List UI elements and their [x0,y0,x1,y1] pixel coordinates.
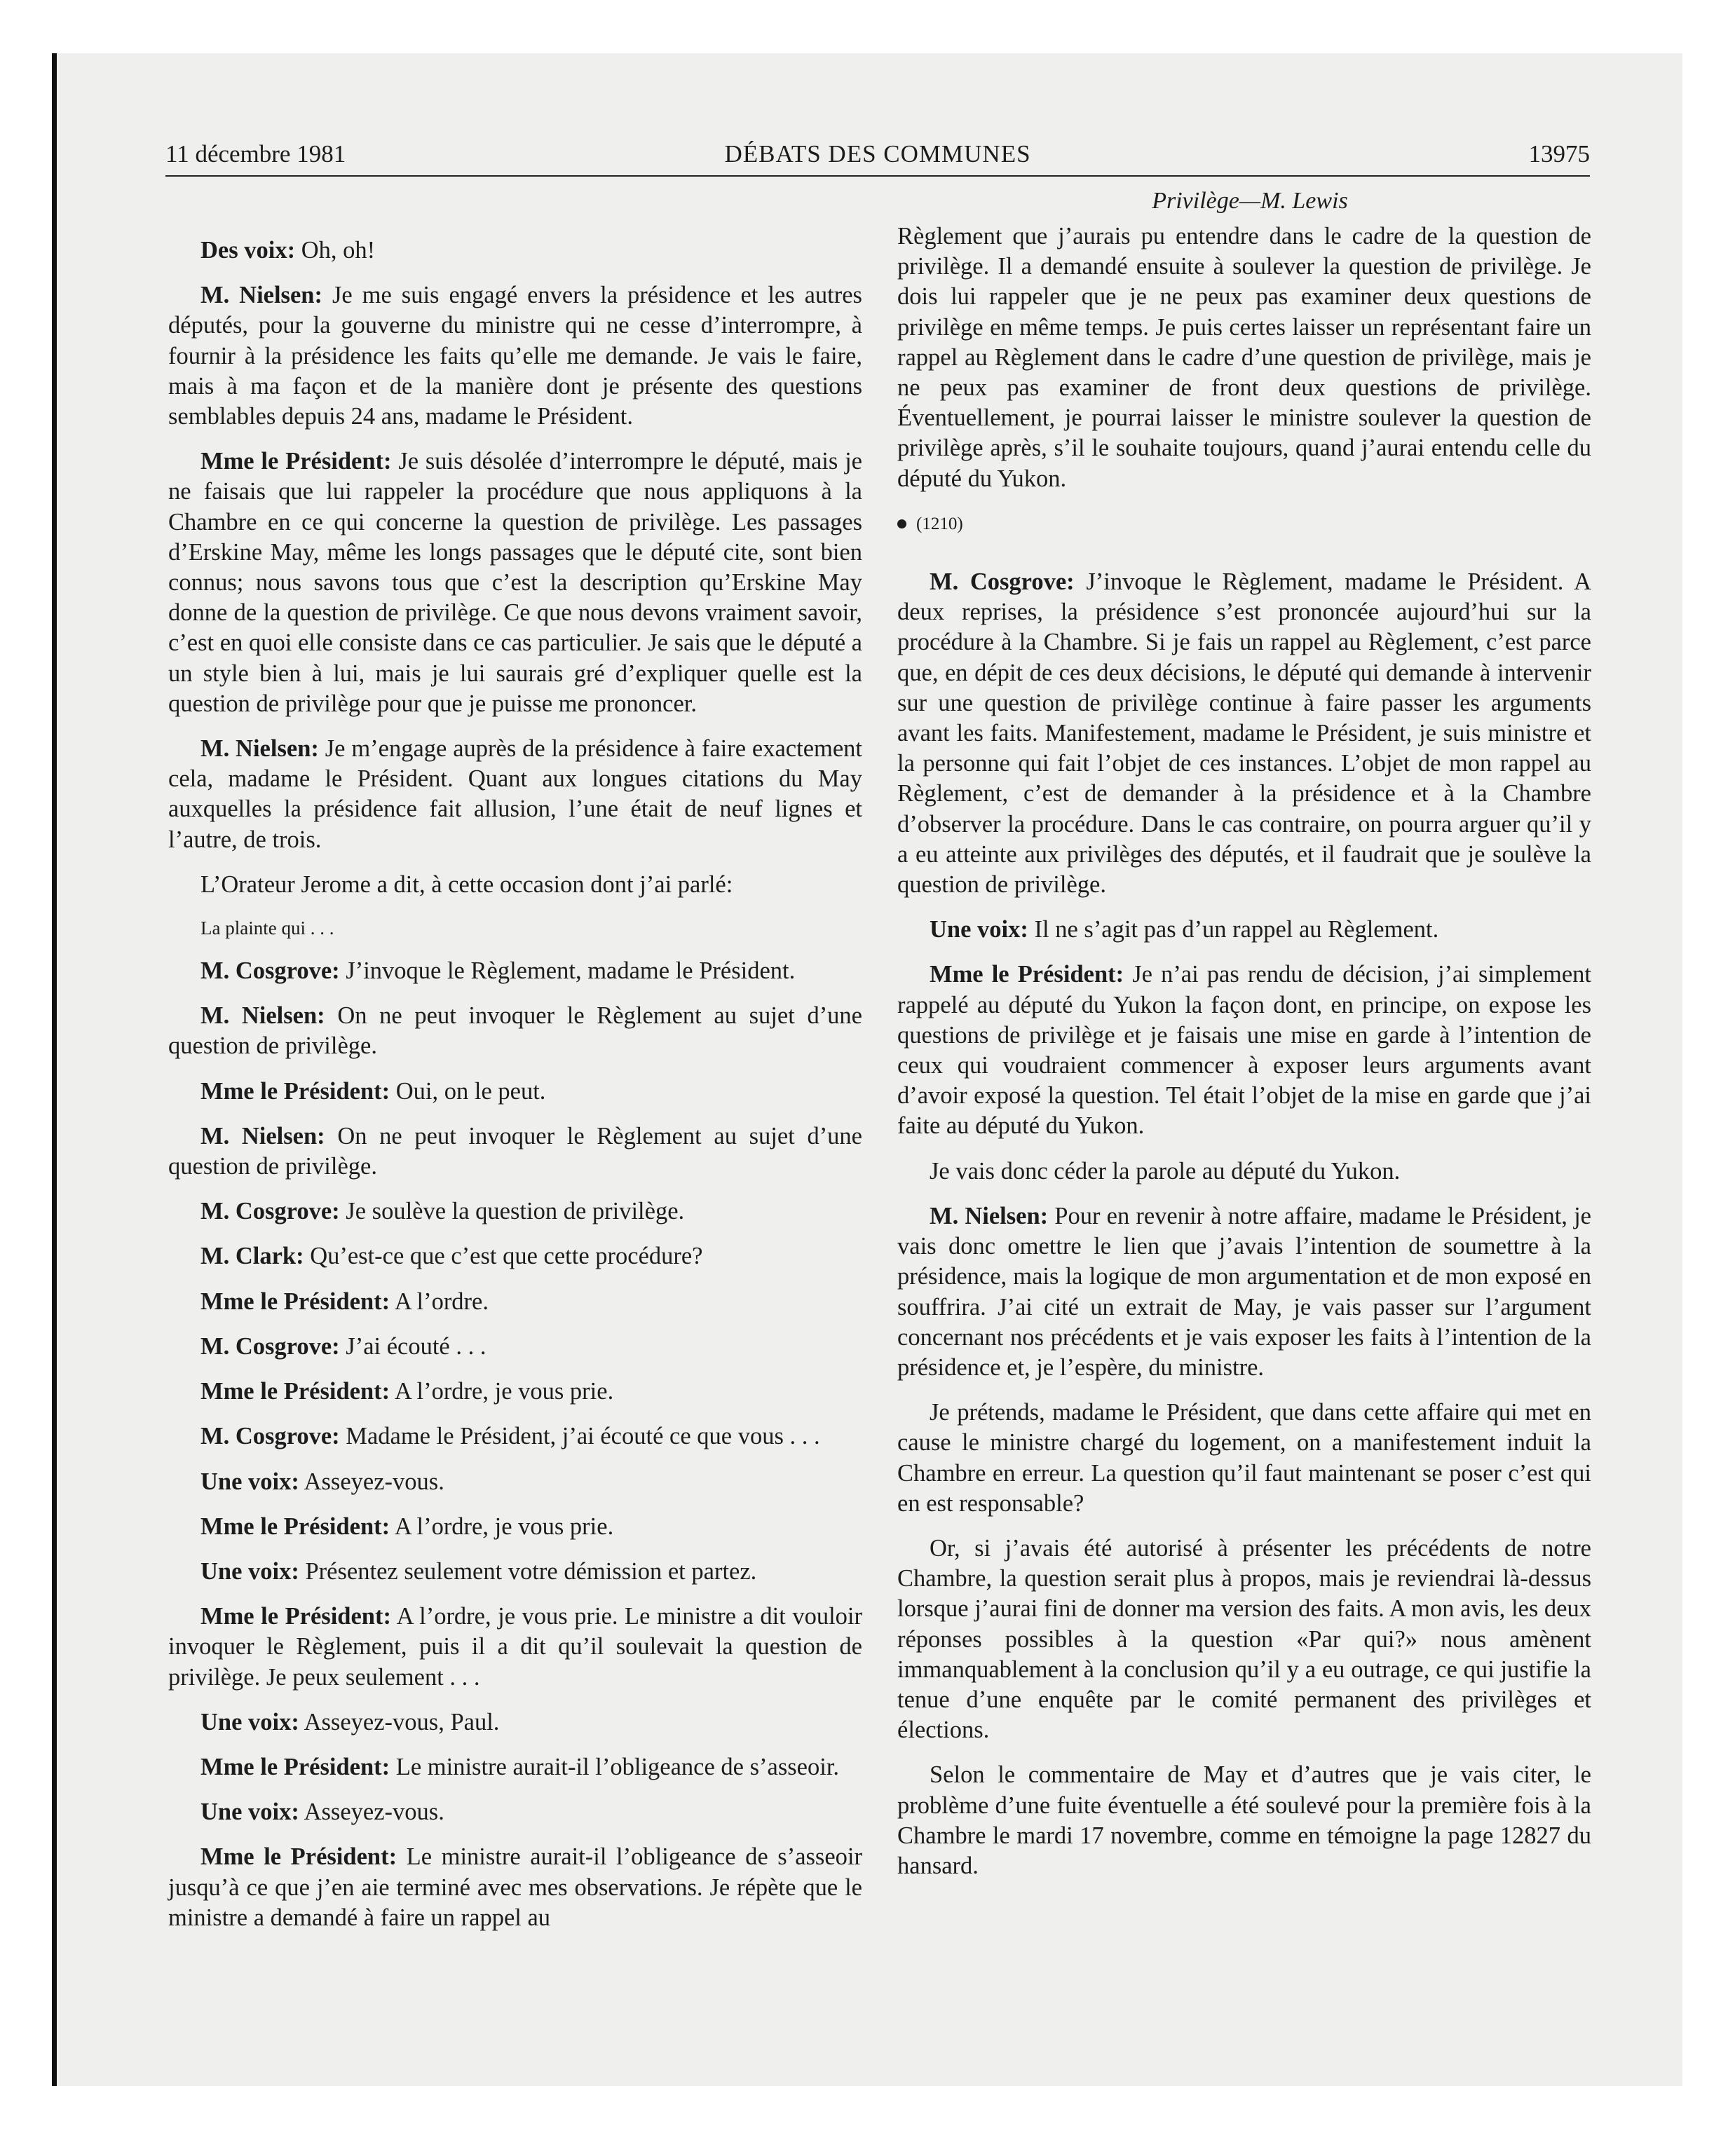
transcript-paragraph [168,1077,862,1107]
speech-text: Qu’est-ce que c’est que cette procédure? [304,1243,703,1270]
speech-text: J’invoque le Règlement, madame le Président. [339,957,796,985]
transcript-paragraph [168,280,862,432]
speech-text: On ne peut invoquer le Règlement au sujet d’une question de privilège. [168,1122,862,1180]
speaker-name: M. Cosgrove: [200,1332,340,1360]
transcript-paragraph [897,1201,1591,1383]
transcript-paragraph [897,1398,1591,1519]
speaker-name: Mme le Président: [930,961,1124,988]
speech-text: Je vais donc céder la parole au député du Yukon. [930,1157,1401,1185]
speech-text: Oh, oh! [295,237,376,264]
transcript-paragraph [168,1557,862,1587]
transcript-paragraph [897,221,1591,494]
transcript-paragraph [168,1241,862,1271]
transcript-paragraph [168,236,862,266]
transcript-paragraph [168,915,862,941]
transcript-paragraph [168,1707,862,1738]
speaker-name: M. Cosgrove: [200,1198,340,1225]
transcript-paragraph [168,870,862,900]
transcript-paragraph [168,1001,862,1061]
speaker-name: Mme le Président: [200,448,392,475]
speech-text: A l’ordre, je vous prie. Le ministre a dit vouloir invoquer le Règlement, puis il a dit qu’il soulevait la question de privilège. Je peux seulement . . . [168,1603,863,1691]
left-column [168,236,862,1948]
speech-text: Asseyez-vous, Paul. [299,1708,500,1735]
speech-text: Asseyez-vous. [299,1468,444,1495]
speech-text: Présentez seulement votre démission et partez. [299,1557,757,1585]
speaker-name: Une voix: [200,1468,299,1495]
speech-text: Le ministre aurait-il l’obligeance de s’asseoir. [390,1753,840,1780]
speech-text: J’ai écouté . . . [339,1332,487,1360]
transcript-paragraph [897,915,1591,945]
speech-text: Madame le Président, j’ai écouté ce que vous . . . [339,1423,820,1450]
timestamp-text: (1210) [916,514,963,533]
running-head: Privilège—M. Lewis [1152,188,1348,214]
speaker-name: M. Nielsen: [930,1202,1049,1229]
speech-text: Le ministre aurait-il l’obligeance de s’asseoir jusqu’à ce que j’en aie terminé avec mes observations. Je répète que le ministre a demandé à faire un rappel au [168,1843,862,1931]
speech-text: On ne peut invoquer le Règlement au sujet d’une question de privilège. [168,1002,862,1060]
transcript-paragraph [168,1512,862,1542]
speaker-name: M. Cosgrove: [200,957,340,985]
speaker-name: M. Cosgrove: [930,568,1075,596]
speaker-name: Mme le Président: [200,1753,390,1780]
speaker-name: Une voix: [200,1708,299,1735]
speaker-name: Mme le Président: [200,1513,390,1540]
speech-text: Asseyez-vous. [299,1799,444,1826]
right-column [897,221,1591,1896]
transcript-paragraph [168,1332,862,1362]
speaker-name: Mme le Président: [200,1603,391,1630]
transcript-paragraph [168,446,862,719]
transcript-paragraph [168,1842,862,1933]
speech-text: Je soulève la question de privilège. [339,1198,685,1225]
header-date: 11 décembre 1981 [165,140,346,168]
speaker-name: M. Nielsen: [200,735,319,763]
speaker-name: Des voix: [200,237,296,264]
transcript-paragraph [168,1467,862,1497]
speech-text: A l’ordre. [390,1288,489,1315]
binding-edge [52,53,57,2086]
speaker-name: Mme le Président: [200,1288,390,1315]
speech-text: L’Orateur Jerome a dit, à cette occasion dont j’ai parlé: [200,871,733,898]
transcript-paragraph [168,1121,862,1182]
transcript-paragraph [897,1157,1591,1187]
transcript-paragraph [168,734,862,855]
header-rule [165,175,1590,177]
speech-text: Je prétends, madame le Président, que dans cette affaire qui met en cause le ministre chargé du logement, on a manifestement induit la Chambre en erreur. La question qu’il faut maintenant se poser c’est qui en est responsable? [897,1399,1591,1517]
speech-text: J’invoque le Règlement, madame le Président. A deux reprises, la présidence s’est prononcée aujourd’hui sur la procédure à la Chambre. Si je fais un rappel au Règlement, c’est parce que, en dépit de ces deux décisions, le député qui demande à intervenir sur une question de privilège continue à faire passer les arguments avant les faits. Manifestement, madame le Président, je suis ministre et la personne qui fait l’objet de ces instances. L’objet de mon rappel au Règlement, c’est de demander à la présidence et à la Chambre d’observer la procédure. Dans le cas contraire, on pourra arguer qu’il y a eu atteinte aux privilèges des députés, et il faudrait que je soulève la question de privilège. [897,568,1591,899]
speech-text: Or, si j’avais été autorisé à présenter les précédents de notre Chambre, la question serait plus à propos, mais je reviendrai là-dessus lorsque j’aurai fini de donner ma version des faits. A mon avis, les deux réponses possibles à la question «Par qui?» nous amènent immanquablement à la conclusion qu’il y a eu outrage, ce qui justifie la tenue d’une enquête par le comité permanent des privilèges et élections. [897,1534,1591,1744]
speaker-name: M. Nielsen: [200,1122,325,1149]
speech-text: Il ne s’agit pas d’un rappel au Règlement. [1028,916,1439,943]
speaker-name: M. Nielsen: [200,282,322,309]
speech-text: Règlement que j’aurais pu entendre dans le cadre de la question de privilège. Il a demandé ensuite à soulever la question de privilège. Je dois lui rappeler que je ne peux pas examiner deux questions de privilège en même temps. Je puis certes laisser un représentant faire un rappel au Règlement dans le cadre d’une question de privilège, mais je ne peux pas examiner de front deux questions de privilège. Éventuellement, je pourrai laisser le ministre soulever la question de privilège après, s’il le souhaite toujours, quand j’aurai entendu celle du député du Yukon. [897,223,1591,492]
transcript-paragraph [897,567,1591,900]
transcript-paragraph [897,1534,1591,1745]
transcript-paragraph [168,1196,862,1227]
speaker-name: Une voix: [930,916,1028,943]
speech-text: Pour en revenir à notre affaire, madame le Président, je vais donc omettre le lien que j’avais l’intention de soumettre à la présidence, mais la logique de mon argumentation et de mon exposé en souffrira. J’ai cité un extrait de May, je vais passer sur l’argument concernant nos précédents et je vais exposer les faits à l’intention de la présidence et, je l’espère, du ministre. [897,1202,1591,1381]
speech-text: Oui, on le peut. [390,1077,546,1105]
speech-text: Je m’engage auprès de la présidence à faire exactement cela, madame le Président. Quant aux longues citations du May auxquelles la présidence fait allusion, l’une était de neuf lignes et l’autre, de trois. [168,735,862,853]
transcript-paragraph [168,1421,862,1452]
speech-text: A l’ordre, je vous prie. [390,1513,614,1540]
speech-text: Je n’ai pas rendu de décision, j’ai simplement rappelé au député du Yukon la façon dont, en principe, on expose les questions de privilège et je faisais une mise en garde à l’intention de ceux qui voudraient commencer à exposer leurs arguments avant d’avoir exposé la question. Tel était l’objet de la mise en garde que j’ai faite au député du Yukon. [897,961,1591,1140]
speaker-name: M. Nielsen: [200,1002,325,1030]
speaker-name: Une voix: [200,1557,299,1585]
speaker-name: Une voix: [200,1799,299,1826]
speaker-name: Mme le Président: [200,1378,390,1405]
speech-text: Je suis désolée d’interrompre le député, mais je ne faisais que lui rappeler la procédure que nous appliquons à la Chambre en ce qui concerne la question de privilège. Les passages d’Erskine May, même les longs passages que le député cite, sont bien connus; nous savons tous que c’est la description qu’Erskine May donne de la question de privilège. Ce que nous devons vraiment savoir, c’est en quoi elle consiste dans ce cas particulier. Je sais que le député a un style bien à lui, mais je lui saurais gré d’expliquer quelle est la question de privilège pour que je puisse me prononcer. [168,448,862,717]
page-number: 13975 [1528,140,1590,168]
speaker-name: Mme le Président: [200,1843,397,1871]
speaker-name: Mme le Président: [200,1077,390,1105]
transcript-paragraph [168,956,862,986]
transcript-paragraph [168,1602,862,1693]
transcript-paragraph [897,1760,1591,1881]
speech-text: A l’ordre, je vous prie. [390,1378,614,1405]
bullet-icon [897,519,906,528]
speech-text: Je me suis engagé envers la présidence et les autres députés, pour la gouverne du ministre qui ne cesse d’interrompre, à fournir à la présidence les faits qu’elle me demande. Je vais le faire, mais à ma façon et de la manière dont je présente des questions semblables depuis 24 ans, madame le Président. [168,282,862,430]
transcript-paragraph [168,1287,862,1317]
speaker-name: M. Clark: [200,1243,304,1270]
header-title: DÉBATS DES COMMUNES [724,140,1031,168]
speech-text: La plainte qui . . . [200,917,334,939]
transcript-paragraph [168,1752,862,1782]
speech-text: Selon le commentaire de May et d’autres que je vais citer, le problème d’une fuite éventuelle a été soulevé pour la première fois à la Chambre le mardi 17 novembre, comme en témoigne la page 12827 du hansard. [897,1761,1591,1879]
transcript-paragraph [168,1797,862,1827]
transcript-paragraph [897,960,1591,1141]
transcript-paragraph [168,1377,862,1407]
page-header [165,135,1590,174]
speaker-name: M. Cosgrove: [200,1423,340,1450]
timestamp-marker [897,509,1591,539]
